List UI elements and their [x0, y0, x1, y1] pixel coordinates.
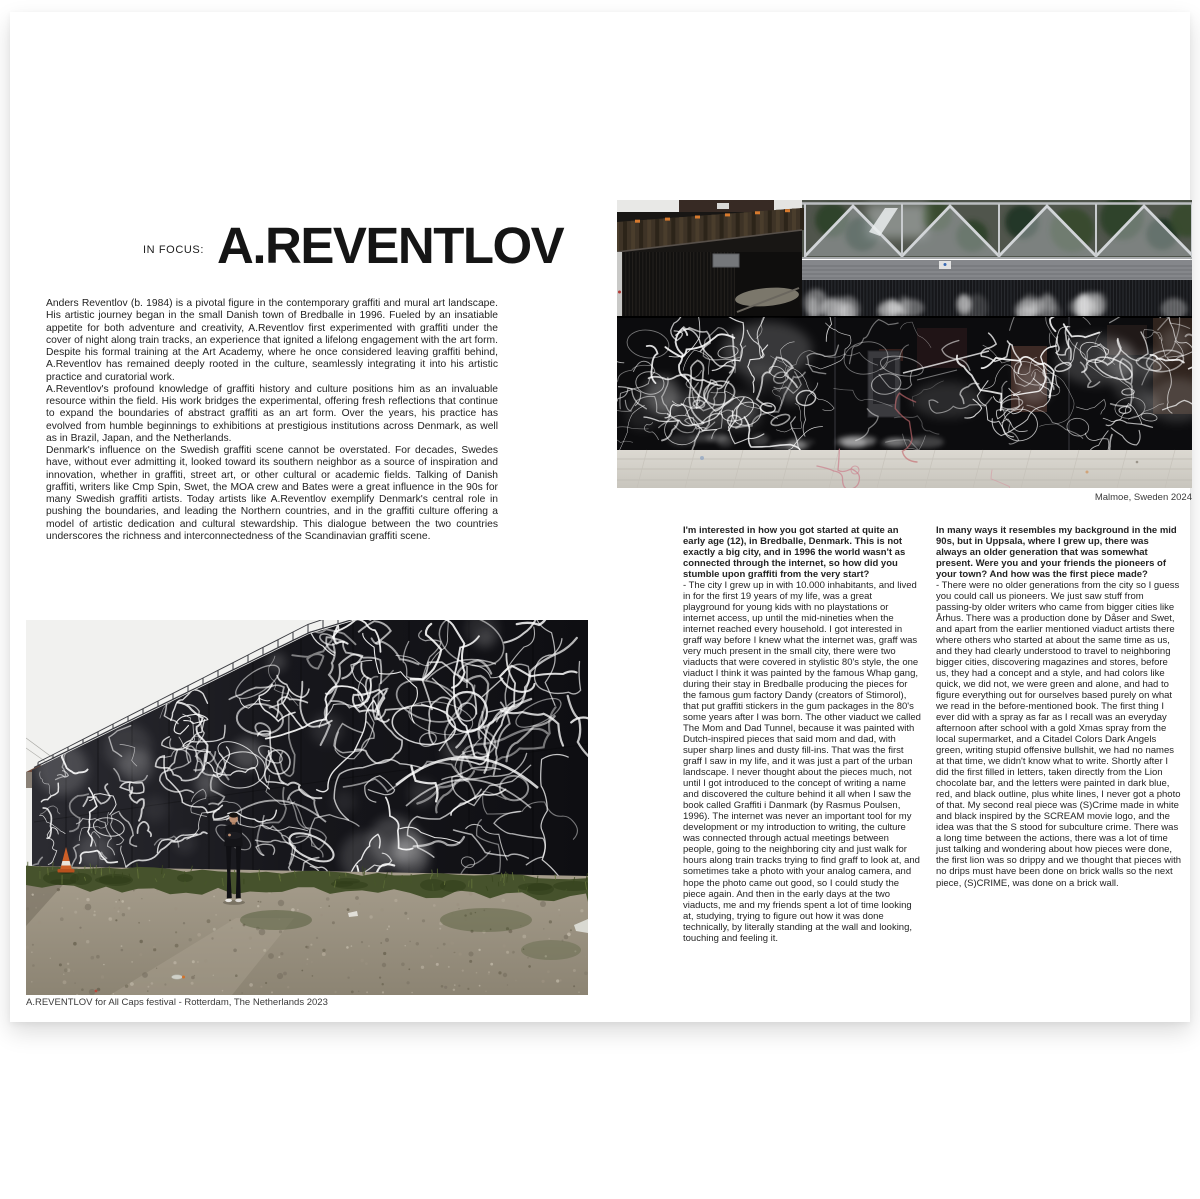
rotterdam-caption: A.REVENTLOV for All Caps festival - Rotterdam, The Netherlands 2023: [26, 997, 328, 1008]
malmoe-caption: Malmoe, Sweden 2024: [1094, 492, 1192, 503]
interview-column-2: [936, 525, 1182, 889]
interview-column-1: [683, 525, 921, 944]
weed-patch: [440, 908, 532, 932]
shed-structure: [617, 200, 802, 317]
intro-paragraph-1: Anders Reventlov (b. 1984) is a pivotal figure in the contemporary graffiti and mural art landscape. His artistic journey began in the small Danish town of Bredballe in 1996. Fueled by an insatiable appetite for both adventure and creativity, A.Reventlov first experimented with graffiti under the cover of night along train tracks, an experience that ignited a lifelong engagement with the art form. Despite his formal training at the Art Academy, where he once considered leaving graffiti behind, A.Reventlov has remained deeply rooted in the culture, seamlessly integrating it into his artistic practice and curatorial work.: [46, 298, 498, 383]
slat-band: [802, 258, 1192, 326]
weed-patch: [521, 940, 581, 960]
interview-answer-1: - The city I grew up in with 10.000 inhabitants, and lived in for the first 19 years of my life, was a great playground for young kids with no playstations or internet access, up until the mid-nineties when the internet reached every household. I got interested in graff way before I knew what the internet was, graff was very much present in the small city, there were two viaducts that were covered in stylistic 80's style, the one viaduct I think it was painted by the famous Whap gang, during their stay in Bredballe producing the pieces for the famous gum factory Dandy (creators of Stimorol), that put graffiti stickers in the gum packages in the 80's some years after I was born. The other viaduct we called The Mom and Dad Tunnel, because it was painted with Dutch-inspired pieces that said mom and dad, with super sharp lines and dusty fill-ins. That was the first graff I saw in my life, and it was just a part of the urban landscape. I never thought about the pieces much, not until I got introduced to the concept of writing a name and discovered the culture behind it all when I saw the book called Graffiti i Danmark (by Rasmus Poulsen, 1996). The internet was never an important tool for my development or my introduction to writing, the culture was connected through actual meetings between people, going to the neighboring city and just walk for hours along train tracks trying to find graff to look at, and sometimes take a photo with your analog camera, and hope the photo came out good, so I could study the piece again. And then in the early days at the two viaducts, me and my friends spent a lot of time looking at, studying, trying to figure out how it was done technically, by literally standing at the wall and looking, touching and feeling it.: [683, 580, 921, 944]
interview-question-1: I'm interested in how you got started at quite an early age (12), in Bredballe, Denmark. This is not exactly a big city, and in 1996 the world wasn't as connected through the internet, so how did you stumble upon graffiti from the very start?: [683, 525, 906, 581]
interview-question-2: In many ways it resembles my background in the mid 90s, but in Uppsala, where I grew up, there was always an older generation that was somewhat present. Were you and your friends the pioneers of your town? And how was the first piece made?: [936, 525, 1177, 581]
malmoe-photo: [617, 200, 1192, 488]
intro-text: [46, 298, 498, 543]
intro-paragraph-3: Denmark's influence on the Swedish graffiti scene cannot be overstated. For decades, Swedes have, without ever admitting it, looked toward its southern neighbor as a source of inspiration and innovation, whether in graffiti, street art, or other cultural or academic fields. Talking of Danish graffiti, writers like Cmp Spin, Swet, the MOA crew and Bates were a great influence in the 90s for many Swedish graffiti artists. Today artists like A.Reventlov exemplify Denmark's central role in pushing the boundaries, and leading the Northern countries, and in the graffiti culture offering a model of artistic dedication and cultural stewardship. This dialogue between the two countries underscores the richness and interconnectedness of the Scandinavian graffiti scene.: [46, 445, 498, 542]
weed-patch: [240, 910, 312, 930]
page-title: A.REVENTLOV: [217, 217, 564, 274]
focus-label: IN FOCUS:: [143, 244, 205, 256]
interview-answer-2: - There were no older generations from the city so I guess you could call us pioneers. We just saw stuff from passing-by older writers who came from bigger cities like Århus. There was a production done by Dåser and Swet, and apart from the earlier mentioned viaduct artists there where others who started at about the same time as us, and they had clearly understood to travel to neighboring bigger cities, discovering magazines and stores, before us, they had a concept and a style, and had colors like quick, we did not, we were green and alone, and had to figure everything out for ourselves based purely on what we read in the before-mentioned book. The first thing I ever did with a spray as far as I recall was an everyday afternoon after school with a gold Xmas spray from the local supermarket, and a Citadel Colors Dark Angels green, writing stupid offensive bullshit, we had no names at that time, we didn't know what to write. Shortly after I did the first filled in letters, taken directly from the Lion chocolate bar, and the letters were painted in dark blue, red, and black outline, plus white lines, I never got a photo of that. My second real piece was (S)Crime made in white and black inspired by the SCREAM movie logo, and the idea was that the S stood for subculture crime. There was a long time between the actions, there was a lot of time just talking and wondering about how pieces were done, the first lion was so drippy and we thought that pieces with no drips must have been done on brick walls so the next piece, (S)CRIME, was done on a brick wall.: [936, 580, 1182, 889]
rotterdam-photo: [26, 620, 588, 995]
intro-paragraph-2: A.Reventlov's profound knowledge of graffiti history and culture positions him as an invaluable resource within the field. His work bridges the experimental, offering fresh reflections that continue to expand the boundaries of abstract graffiti as an art form. Over the years, his practice has evolved from humble beginnings to exhibitions at prestigious institutions across Denmark, as well as in Brazil, Japan, and the Netherlands.: [46, 383, 498, 444]
